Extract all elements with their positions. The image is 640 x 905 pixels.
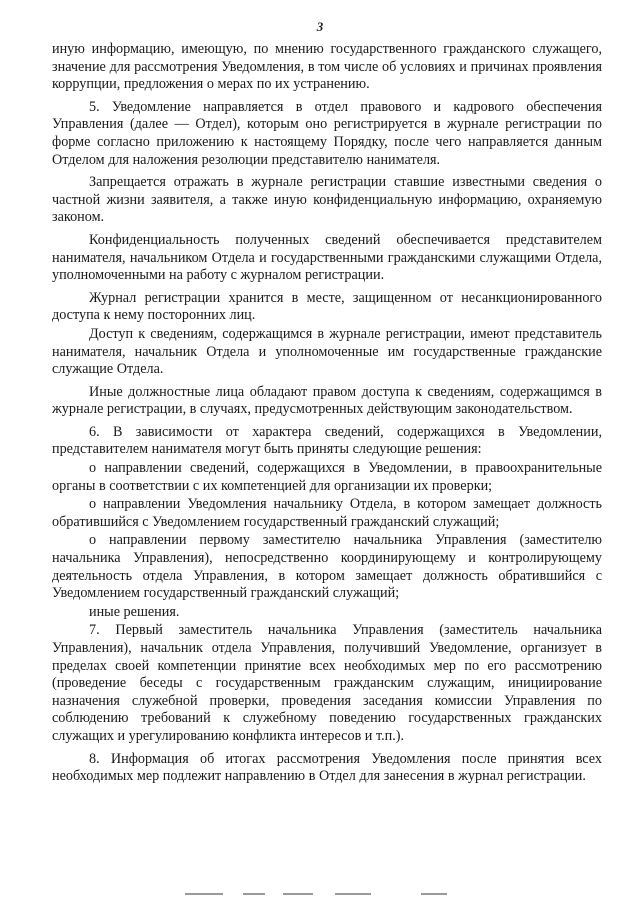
document-body [52,41,602,791]
decision-option-deputy-head: о направлении первому заместителю начальника Управления (заместителю начальника Управления), непосредственно координирующему и контролирующему деятельность отдела Управления, в котором замещает должность обратившийся с Уведомлением государственный гражданский служащий; [52,532,602,602]
paragraph-confidentiality: Конфиденциальность полученных сведений обеспечивается представителем нанимателя, начальником Отдела и государственными гражданскими служащими Отдела, уполномоченными на работу с журналом регистрации. [52,231,602,284]
decision-option-other: иные решения. [89,603,180,620]
paragraph-item-8: 8. Информация об итогах рассмотрения Уведомления после принятия всех необходимых мер подлежит направлению в Отдел для занесения в журнал регистрации. [52,750,602,785]
decision-option-department-head: о направлении Уведомления начальнику Отдела, в котором замещает должность обратившийся с Уведомлением государственный гражданский служащий; [52,496,602,530]
paragraph-item-7: 7. Первый заместитель начальника Управления (заместитель начальника Управления), начальник отдела Управления, получивший Уведомление, организует в пределах своей компетенции принятие всех необходимых мер по его рассмотрению (проведение беседы с государственным гражданским служащим, инициирование назначения служебной проверки, проведения заседания комиссии Управления по соблюдению требований к служебному поведению государственных гражданских служащих и урегулированию конфликта интересов и т.п.). [52,622,602,744]
decision-option-law-enforcement: о направлении сведений, содержащихся в Уведомлении, в правоохранительные органы в соответствии с их компетенцией для организации их проверки; [52,460,602,494]
scan-artifact-marks [185,893,475,897]
paragraph-item-5: 5. Уведомление направляется в отдел правового и кадрового обеспечения Управления (далее — Отдел), которым оно регистрируется в журнале регистрации по форме согласно приложению к настоящему Порядку, после чего направляется данным Отделом для наложения резолюции представителю нанимателя. [52,98,602,168]
page-number: 3 [316,19,324,34]
paragraph-prohibition: Запрещается отражать в журнале регистрации ставшие известными сведения о частной жизни заявителя, а также иную конфиденциальную информацию, охраняемую законом. [52,174,602,226]
paragraph-journal-access: Доступ к сведениям, содержащимся в журнале регистрации, имеют представитель нанимателя, начальник Отдела и уполномоченные им государственные гражданские служащие Отдела. [52,325,602,378]
paragraph-item-6: 6. В зависимости от характера сведений, содержащихся в Уведомлении, представителем нанимателя могут быть приняты следующие решения: [52,423,602,458]
paragraph-other-officials: Иные должностные лица обладают правом доступа к сведениям, содержащимся в журнале регистрации, в случаях, предусмотренных действующим законодательством. [52,383,602,418]
paragraph-continuation: иную информацию, имеющую, по мнению государственного гражданского служащего, значение для рассмотрения Уведомления, в том числе об условиях и причинах проявления коррупции, предложения о мерах по их устранению. [52,41,602,93]
paragraph-journal-storage: Журнал регистрации хранится в месте, защищенном от несанкционированного доступа к нему посторонних лиц. [52,289,602,324]
